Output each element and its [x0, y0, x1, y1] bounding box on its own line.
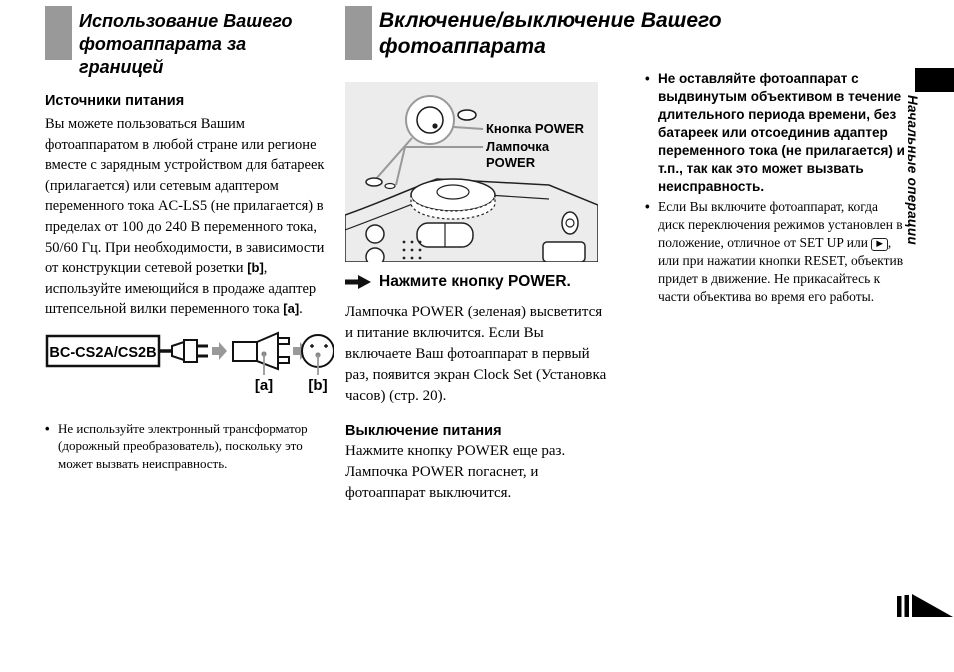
front-button-bottom	[366, 248, 384, 262]
camera-power-lamp	[385, 184, 395, 189]
power-sources-heading: Источники питания	[45, 93, 185, 109]
lens-warning-note: • Не оставляйте фотоаппарат с выдвинутым объективом в течение длительного периода времени, без батареек или отсоединив адаптер переменного тока (не прилагается) и т.п., так как это может вызвать неисправность.	[645, 70, 907, 196]
chapter-tab	[915, 68, 954, 92]
left-article	[45, 6, 334, 472]
step-instruction: Нажмите кнопку POWER.	[379, 273, 571, 290]
charger-label: BC-CS2A/CS2B	[49, 344, 157, 361]
adapter-prong-top	[278, 338, 289, 344]
ref-a: [a]	[283, 301, 300, 317]
arrow-right-icon	[212, 342, 227, 360]
adapter-flare	[257, 333, 278, 369]
adapter-base	[233, 342, 257, 361]
power-lamp-callout: Лампочка POWER	[486, 139, 550, 170]
left-article-title-row	[45, 6, 334, 79]
body-text-3: .	[299, 301, 303, 318]
jack-cover	[543, 242, 585, 262]
camera-illustration	[345, 82, 598, 262]
note2-text-1: Если Вы включите фотоаппарат, когда диск переключения режимов установлен в положение, отличное от SET UP или	[658, 199, 903, 250]
side-notes	[645, 70, 907, 308]
camera-line-art	[345, 82, 598, 262]
note2-text-2: , или при нажатии кнопки RESET, объектив придет в движение. Не прикасайтесь к части объектива во время его работы.	[658, 235, 904, 304]
power-sources-paragraph	[45, 114, 334, 320]
ref-b: [b]	[247, 260, 264, 276]
adapter-prong-bottom	[278, 357, 289, 363]
lens-motion-note	[645, 198, 907, 306]
label-b: [b]	[308, 376, 328, 393]
playback-mode-icon: ▶	[871, 238, 888, 251]
main-article-body	[345, 273, 613, 504]
plug-adapter-diagram	[45, 331, 334, 398]
viewfinder-lens	[566, 219, 574, 227]
title-marker	[45, 6, 72, 60]
button-leader-dot	[432, 123, 437, 128]
step-instruction-row	[345, 273, 613, 291]
left-article-title: Использование Вашего фотоаппарата за границей	[79, 11, 293, 77]
main-article-title: Включение/выключение Вашего фотоаппарата	[379, 9, 722, 58]
power-button-callout: Кнопка POWER	[486, 121, 585, 136]
main-article-title-row	[345, 6, 823, 60]
body-text-2: , используйте имеющийся в продаже адаптер штепсельной вилки переменного тока	[45, 260, 317, 318]
title-marker	[345, 6, 372, 60]
power-button-magnified	[417, 107, 443, 133]
transformer-note: • Не используйте электронный трансформатор (дорожный преобразователь), поскольку это может вызвать неисправность.	[45, 420, 334, 472]
label-a: [a]	[254, 376, 274, 393]
power-on-paragraph: Лампочка POWER (зеленая) высветится и питание включится. Если Вы включаете Ваш фотоаппарат в первый раз, появится экран Clock Set (Установка часов) (стр. 20).	[345, 304, 607, 404]
plug-adapter-illustration	[45, 331, 334, 393]
power-off-heading: Выключение питания	[345, 423, 502, 439]
page-continue-icon	[897, 594, 954, 618]
body-text-1: Вы можете пользоваться Вашим фотоаппаратом в любой стране или регионе вместе с зарядным устройством для батареек (прилагается) или сетевым адаптером переменного тока AC-LS5 (не прилагается) в пределах от 100 до 240 В переменного тока, 50/60 Гц. При необходимости, в зависимости от конструкции сетевой розетки	[45, 116, 325, 277]
front-button-top	[366, 225, 384, 243]
plug-body	[184, 340, 197, 362]
power-off-paragraph: Нажмите кнопку POWER еще раз. Лампочка POWER погаснет, и фотоаппарат выключится.	[345, 443, 566, 501]
power-lamp-magnified	[458, 110, 476, 120]
camera-power-button	[366, 178, 382, 186]
step-arrow-icon	[345, 275, 371, 289]
magnifier-connector-line	[375, 138, 412, 180]
mode-dial-center	[437, 185, 469, 199]
plug-neck	[172, 342, 184, 360]
chapter-label: Начальные операции	[905, 95, 920, 246]
